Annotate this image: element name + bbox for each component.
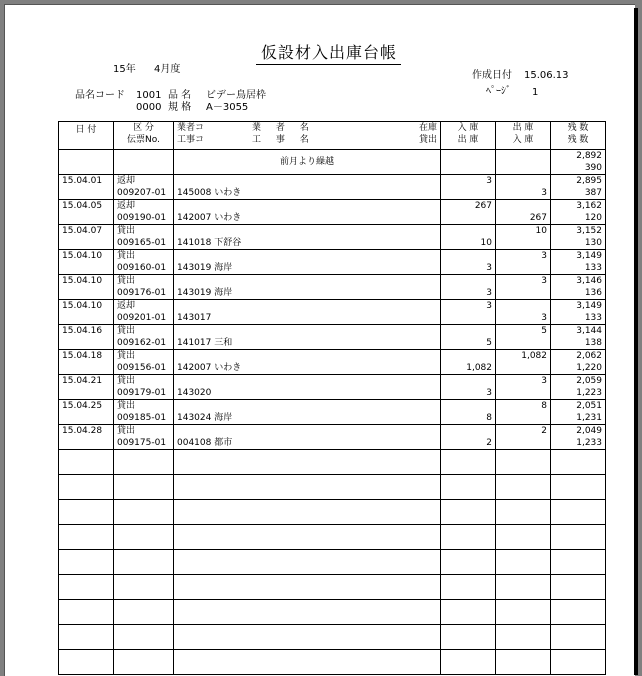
cell-in: 3 <box>486 176 492 186</box>
cell-in-return: 267 <box>529 213 547 223</box>
cell-balance-lent: 1,220 <box>576 363 602 373</box>
page-shadow <box>634 8 638 675</box>
empty-row <box>59 575 606 600</box>
cell-balance-lent: 136 <box>584 288 602 298</box>
cell-out-lend: 3 <box>486 288 492 298</box>
cell-balance-lent: 133 <box>584 263 602 273</box>
table-row <box>59 325 606 350</box>
cell-slip: 009176-01 <box>117 288 167 298</box>
cell-date: 15.04.16 <box>62 326 103 336</box>
report-title: 仮設材入出庫台帳 <box>261 43 398 62</box>
cell-out-lend: 3 <box>486 388 492 398</box>
cell-party: 143019 海岸 <box>177 288 233 298</box>
cell-slip: 009207-01 <box>117 188 167 198</box>
table-row <box>59 250 606 275</box>
table-row <box>59 225 606 250</box>
cell-in <box>441 325 495 337</box>
cell-out-lend: 2 <box>486 438 492 448</box>
cell-out-lend: 1,082 <box>466 363 492 373</box>
cell-kubun: 返却 <box>117 201 136 211</box>
cell-kubun: 貸出 <box>117 351 136 361</box>
cell-slip: 009185-01 <box>117 413 167 423</box>
page-label: ﾍﾟｰｼﾞ <box>486 86 511 97</box>
table-row <box>59 425 606 450</box>
cell-party: 143019 海岸 <box>177 263 233 273</box>
period-month: 4月度 <box>154 64 181 75</box>
empty-row <box>59 625 606 650</box>
spec-code: 0000 <box>136 102 162 113</box>
header-balance: 残 数 残 数 <box>551 122 606 150</box>
cell-balance: 2,051 <box>576 401 602 411</box>
cell-kubun: 貸出 <box>117 376 136 386</box>
cell-out-lend <box>441 312 495 324</box>
cell-balance-lent: 387 <box>584 188 602 198</box>
cell-out-lend: 8 <box>486 413 492 423</box>
spec-label: 規 格 <box>168 102 192 113</box>
empty-row <box>59 600 606 625</box>
cell-in <box>441 275 495 287</box>
cell-balance: 3,152 <box>576 226 602 236</box>
cell-in <box>441 400 495 412</box>
cell-in-return <box>496 362 550 374</box>
cell-date: 15.04.07 <box>62 226 103 236</box>
item-name-label: 品 名 <box>168 90 192 101</box>
cell-kubun: 貸出 <box>117 251 136 261</box>
cell-out-lend: 10 <box>480 238 492 248</box>
cell-in-return <box>496 412 550 424</box>
cell-in <box>441 225 495 237</box>
cell-in: 3 <box>486 301 492 311</box>
cell-kubun: 貸出 <box>117 276 136 286</box>
table-row <box>59 175 606 200</box>
cell-out: 3 <box>541 251 547 261</box>
cell-date: 15.04.05 <box>62 201 103 211</box>
cell-out-lend <box>441 187 495 199</box>
cell-in-return: 3 <box>541 313 547 323</box>
header-out: 出 庫 入 庫 <box>496 122 551 150</box>
cell-party: 141018 下舒谷 <box>177 238 242 248</box>
cell-date: 15.04.21 <box>62 376 103 386</box>
empty-row <box>59 550 606 575</box>
cell-balance: 2,049 <box>576 426 602 436</box>
carry-over-balance: 2,892 <box>576 151 602 161</box>
cell-in-return <box>496 337 550 349</box>
carry-over-label: 前月より繰越 <box>279 157 334 167</box>
page-number: 1 <box>532 87 539 98</box>
cell-date: 15.04.01 <box>62 176 103 186</box>
cell-balance-lent: 120 <box>584 213 602 223</box>
cell-kubun: 貸出 <box>117 426 136 436</box>
cell-in-return <box>496 437 550 449</box>
cell-slip: 009156-01 <box>117 363 167 373</box>
header-kubun: 区 分 伝票No. <box>114 122 174 150</box>
cell-slip: 009165-01 <box>117 238 167 248</box>
cell-balance-lent: 1,231 <box>576 413 602 423</box>
empty-row <box>59 525 606 550</box>
cell-balance-lent: 138 <box>584 338 602 348</box>
cell-out: 5 <box>541 326 547 336</box>
cell-balance: 3,149 <box>576 301 602 311</box>
cell-balance: 3,162 <box>576 201 602 211</box>
item-name: ビデー鳥居枠 <box>206 90 266 101</box>
cell-slip: 009175-01 <box>117 438 167 448</box>
table-row <box>59 200 606 225</box>
table-row <box>59 350 606 375</box>
header-date: 日 付 <box>59 122 114 150</box>
cell-out: 1,082 <box>521 351 547 361</box>
cell-date: 15.04.10 <box>62 301 103 311</box>
cell-date: 15.04.25 <box>62 401 103 411</box>
cell-party: 145008 いわき <box>177 188 242 198</box>
cell-out <box>496 200 550 212</box>
cell-slip: 009162-01 <box>117 338 167 348</box>
cell-balance: 2,059 <box>576 376 602 386</box>
ledger-table <box>58 121 606 675</box>
empty-row <box>59 475 606 500</box>
cell-out: 2 <box>541 426 547 436</box>
cell-balance-lent: 1,233 <box>576 438 602 448</box>
cell-balance: 2,895 <box>576 176 602 186</box>
cell-date: 15.04.18 <box>62 351 103 361</box>
cell-party: 141017 三和 <box>177 338 233 348</box>
period-year: 15年 <box>113 64 136 75</box>
empty-row <box>59 500 606 525</box>
cell-date: 15.04.10 <box>62 251 103 261</box>
cell-date: 15.04.28 <box>62 426 103 436</box>
cell-slip: 009201-01 <box>117 313 167 323</box>
header-in: 入 庫 出 庫 <box>441 122 496 150</box>
cell-slip: 009160-01 <box>117 263 167 273</box>
cell-kubun: 貸出 <box>117 326 136 336</box>
table-row <box>59 375 606 400</box>
cell-out <box>496 175 550 187</box>
cell-kubun: 返却 <box>117 301 136 311</box>
cell-party: 142007 いわき <box>177 363 242 373</box>
cell-out: 8 <box>541 401 547 411</box>
header-party: 業者コ 業 者 名 在庫 工事コ 工 事 名 貸出 <box>174 122 441 150</box>
cell-slip: 009179-01 <box>117 388 167 398</box>
cell-out-lend: 3 <box>486 263 492 273</box>
cell-party: 142007 いわき <box>177 213 242 223</box>
cell-balance-lent: 1,223 <box>576 388 602 398</box>
cell-date: 15.04.10 <box>62 276 103 286</box>
cell-balance-lent: 130 <box>584 238 602 248</box>
cell-balance-lent: 133 <box>584 313 602 323</box>
cell-kubun: 貸出 <box>117 401 136 411</box>
spec-value: A－3055 <box>206 102 249 113</box>
cell-party: 143024 海岸 <box>177 413 233 423</box>
cell-balance: 3,144 <box>576 326 602 336</box>
table-row <box>59 400 606 425</box>
cell-in <box>441 375 495 387</box>
cell-party: 004108 都市 <box>177 438 233 448</box>
cell-out: 10 <box>535 226 547 236</box>
cell-kubun: 返却 <box>117 176 136 186</box>
table-row <box>59 275 606 300</box>
cell-in: 267 <box>474 201 492 211</box>
cell-party: 143020 <box>177 388 212 398</box>
cell-in-return <box>496 237 550 249</box>
table-row <box>59 300 606 325</box>
title-underline <box>256 64 401 65</box>
cell-out: 3 <box>541 276 547 286</box>
cell-out-lend <box>441 212 495 224</box>
cell-in-return: 3 <box>541 188 547 198</box>
cell-slip: 009190-01 <box>117 213 167 223</box>
cell-in-return <box>496 287 550 299</box>
created-label: 作成日付 <box>472 70 512 81</box>
cell-balance: 3,149 <box>576 251 602 261</box>
cell-out-lend: 5 <box>486 338 492 348</box>
cell-out <box>496 300 550 312</box>
item-code: 1001 <box>136 90 162 101</box>
cell-in <box>441 425 495 437</box>
table-header-row <box>59 122 606 150</box>
empty-row <box>59 450 606 475</box>
empty-row <box>59 650 606 675</box>
cell-out: 3 <box>541 376 547 386</box>
cell-party: 143017 <box>177 313 212 323</box>
cell-balance: 2,062 <box>576 351 602 361</box>
cell-balance: 3,146 <box>576 276 602 286</box>
cell-kubun: 貸出 <box>117 226 136 236</box>
created-date: 15.06.13 <box>524 70 569 81</box>
cell-in <box>441 350 495 362</box>
cell-in <box>441 250 495 262</box>
carry-over-balance-lent: 390 <box>584 163 602 173</box>
item-code-label: 品名コード <box>75 90 125 101</box>
carry-over-row <box>59 150 606 175</box>
cell-in-return <box>496 387 550 399</box>
cell-in-return <box>496 262 550 274</box>
